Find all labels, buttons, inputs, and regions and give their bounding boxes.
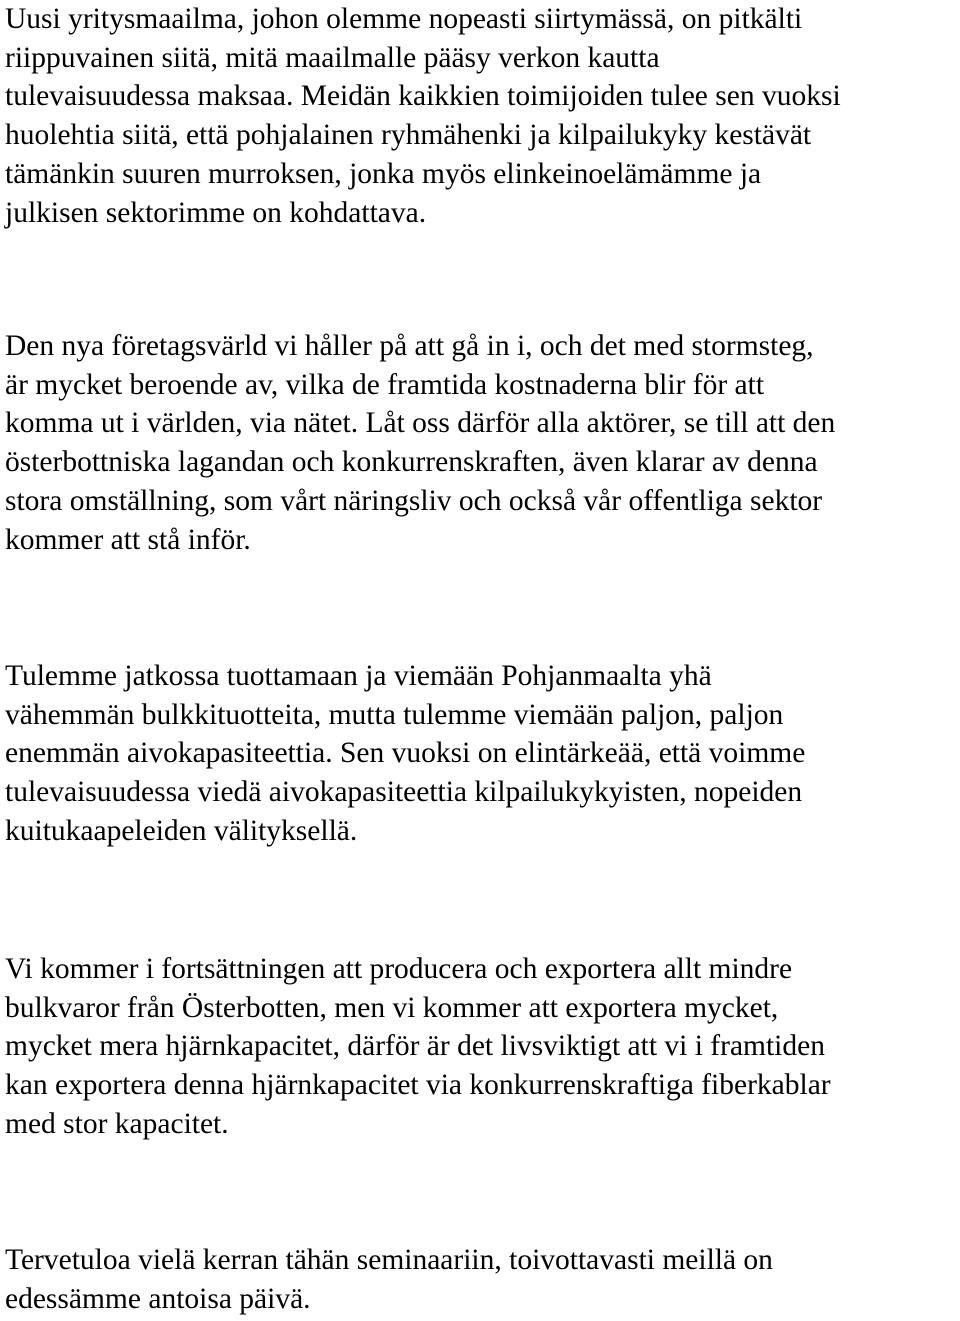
text-line: österbottniska lagandan och konkurrenskraften, även klarar av denna	[5, 446, 818, 479]
text-line: är mycket beroende av, vilka de framtida kostnaderna blir för att	[5, 368, 765, 401]
text-line: Tervetuloa vielä kerran tähän seminaariin, toivottavasti meillä on	[5, 1244, 773, 1276]
text-line: Uusi yritysmaailma, johon olemme nopeasti siirtymässä, on pitkälti	[5, 3, 803, 35]
text-line: med stor kapacitet.	[5, 1107, 229, 1140]
paragraph-4-sv	[5, 950, 831, 1144]
text-line: vähemmän bulkkituotteita, mutta tulemme viemään paljon, paljon	[5, 698, 784, 731]
text-line: riippuvainen siitä, mitä maailmalle pääsy verkon kautta	[5, 41, 660, 74]
text-line: bulkvaror från Österbotten, men vi kommer att exportera mycket,	[5, 991, 779, 1024]
paragraph-2-sv	[5, 327, 835, 559]
text-line: kuitukaapeleiden välityksellä.	[5, 814, 358, 847]
text-line: stora omställning, som vårt näringsliv och också vår offentliga sektor	[5, 484, 823, 517]
text-line: tulevaisuudessa maksaa. Meidän kaikkien toimijoiden tulee sen vuoksi	[5, 80, 841, 113]
paragraph-1-fi	[5, 0, 841, 232]
text-line: tämänkin suuren murroksen, jonka myös elinkeinoelämämme ja	[5, 157, 762, 190]
text-line: Tulemme jatkossa tuottamaan ja viemään Pohjanmaalta yhä	[5, 660, 712, 692]
text-line: kommer att stå inför.	[5, 523, 251, 556]
text-line: julkisen sektorimme on kohdattava.	[5, 196, 427, 229]
text-line: Vi kommer i fortsättningen att producera och exportera allt mindre	[5, 953, 793, 985]
text-line: mycket mera hjärnkapacitet, därför är det livsviktigt att vi i framtiden	[5, 1030, 825, 1063]
text-line: tulevaisuudessa viedä aivokapasiteettia kilpailukykyisten, nopeiden	[5, 776, 803, 809]
paragraph-3-fi	[5, 657, 805, 851]
text-line: Den nya företagsvärld vi håller på att gå in i, och det med stormsteg,	[5, 330, 814, 362]
text-line: huolehtia siitä, että pohjalainen ryhmähenki ja kilpailukyky kestävät	[5, 119, 812, 152]
text-line: enemmän aivokapasiteettia. Sen vuoksi on elintärkeää, että voimme	[5, 737, 806, 770]
text-line: edessämme antoisa päivä.	[5, 1282, 311, 1315]
paragraph-5-fi	[5, 1241, 773, 1318]
text-line: kan exportera denna hjärnkapacitet via konkurrenskraftiga fiberkablar	[5, 1069, 831, 1102]
text-line: komma ut i världen, via nätet. Låt oss därför alla aktörer, se till att den	[5, 407, 836, 440]
